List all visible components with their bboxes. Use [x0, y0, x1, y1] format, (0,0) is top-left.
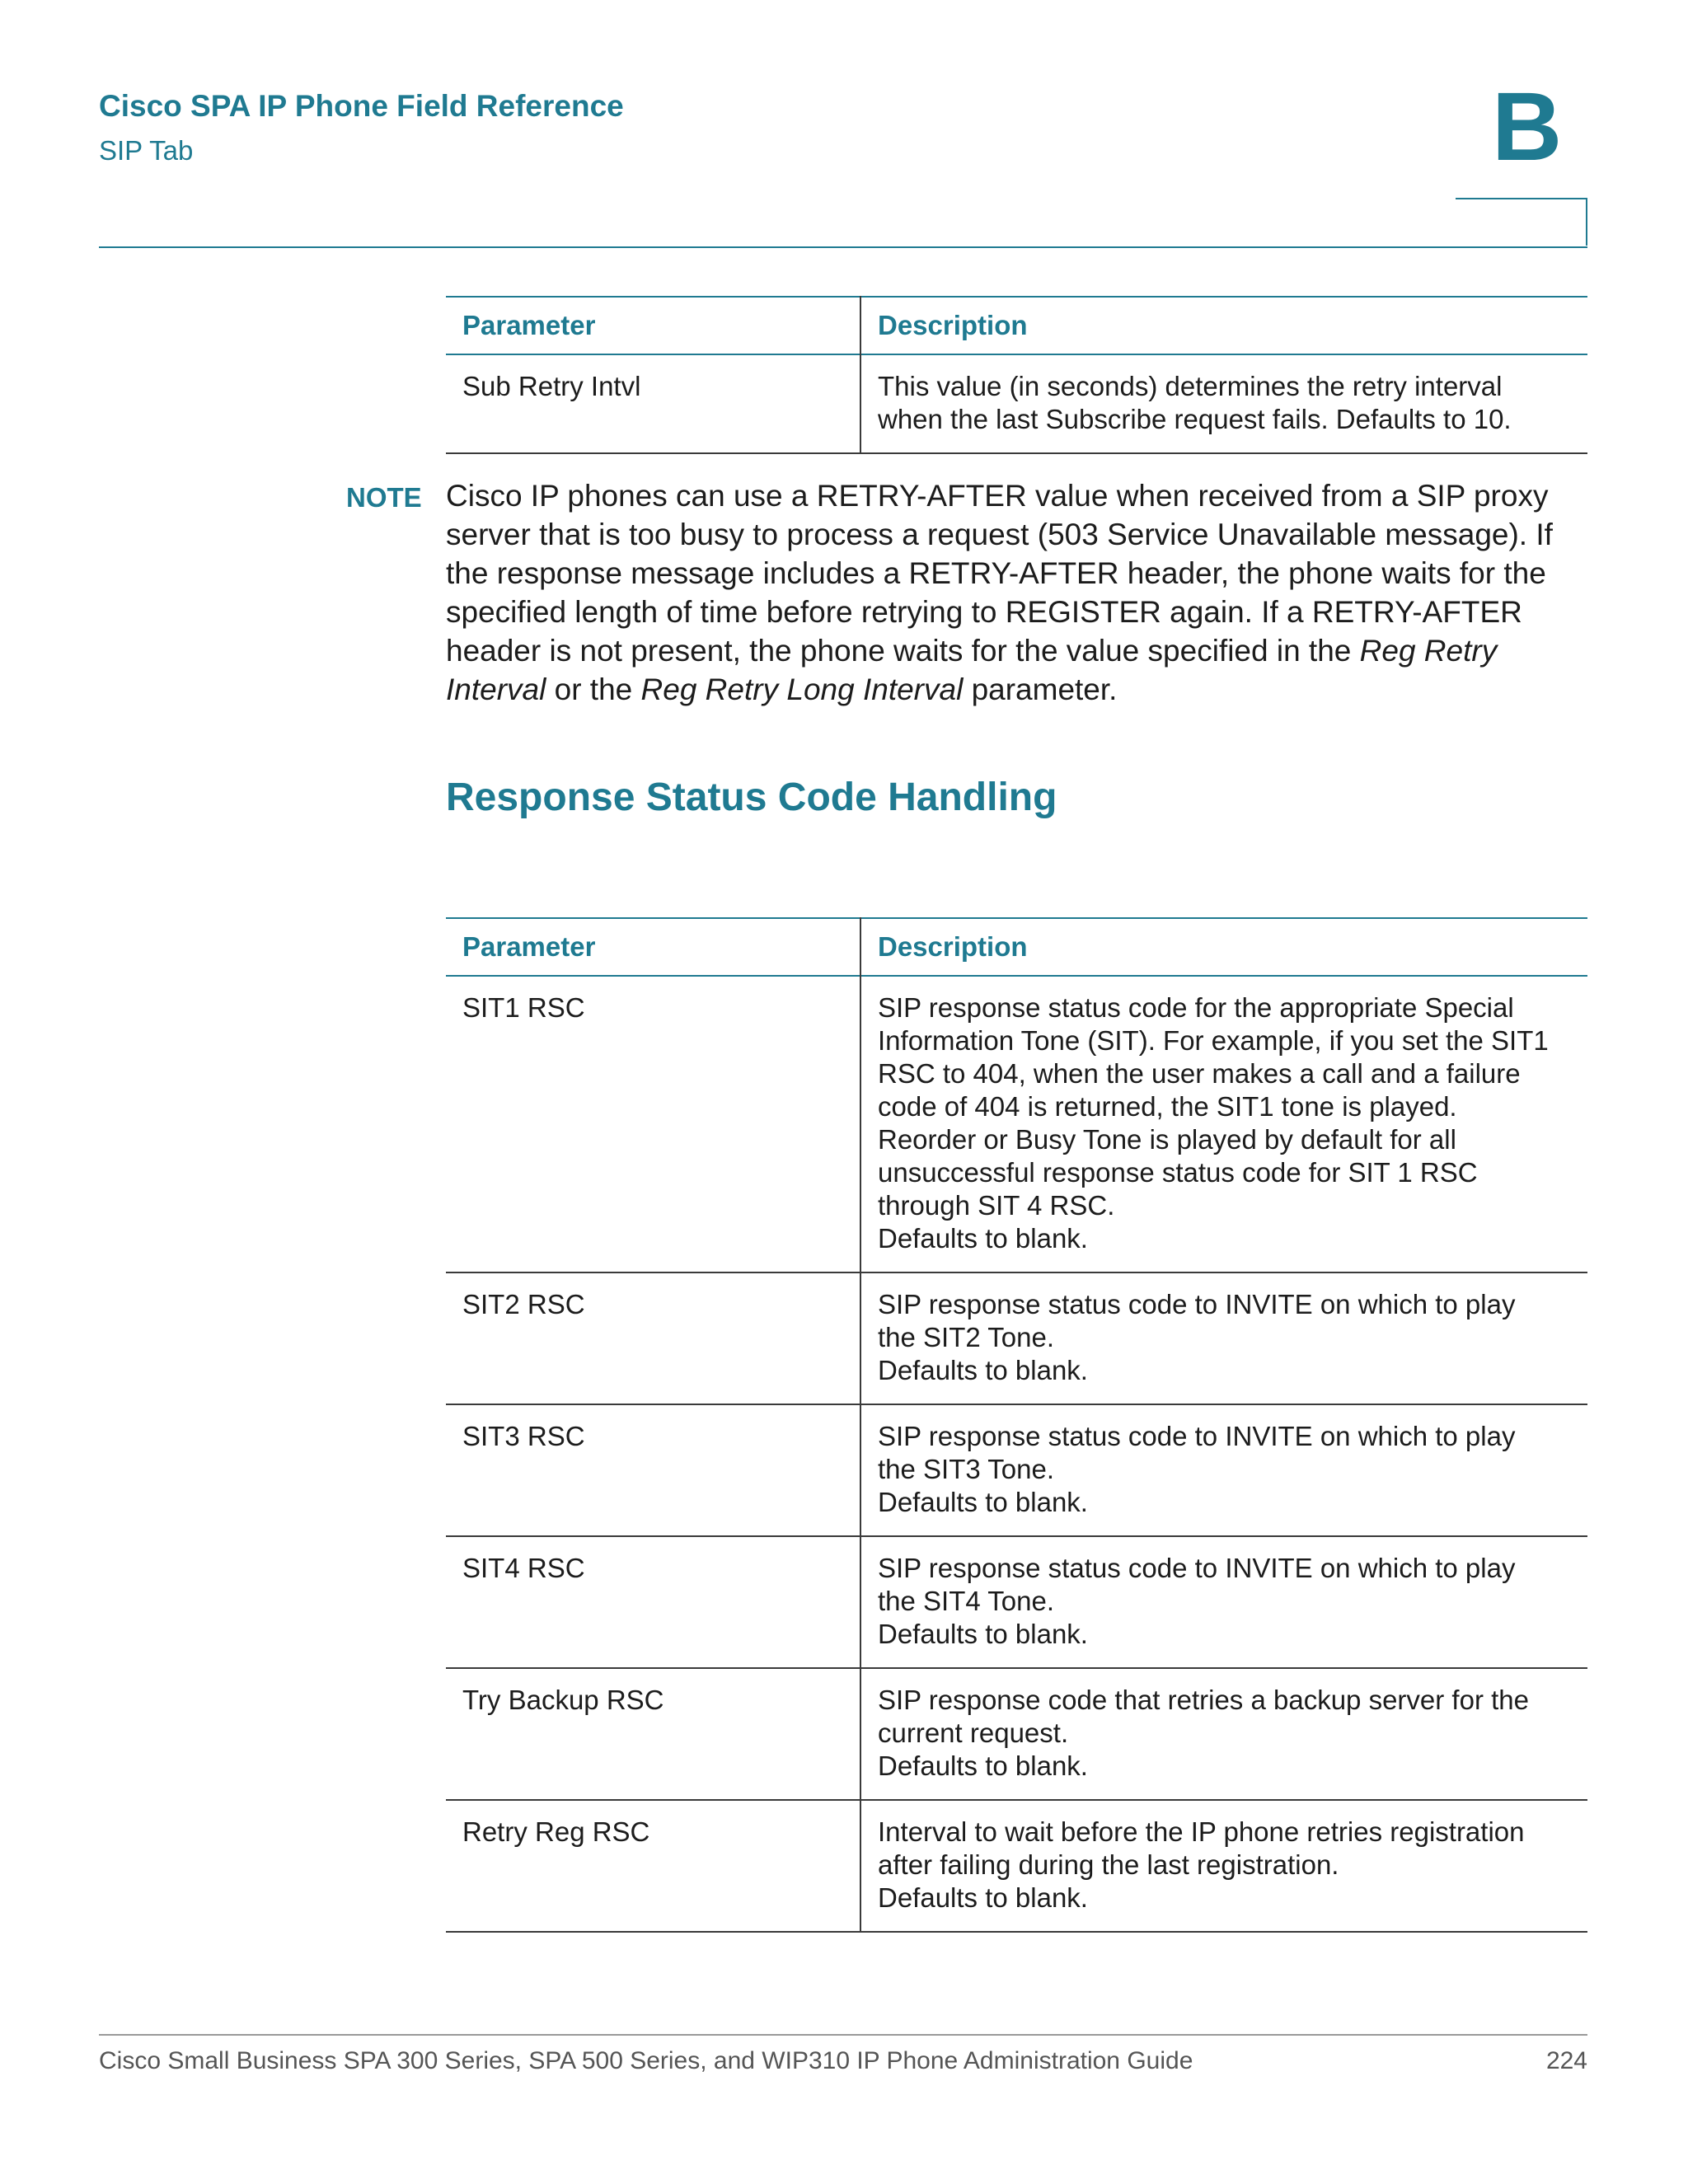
description-line: Defaults to blank. — [878, 1882, 1088, 1913]
description-line: SIP response code that retries a backup server for the — [878, 1685, 1529, 1715]
description-line: the SIT4 Tone. — [878, 1586, 1055, 1616]
column-header-parameter: Parameter — [446, 918, 860, 976]
description-line: current request. — [878, 1718, 1069, 1748]
table-row — [446, 1668, 1587, 1800]
table-header-row — [446, 297, 1587, 354]
description-line: the SIT2 Tone. — [878, 1322, 1055, 1352]
description-line: Defaults to blank. — [878, 1223, 1088, 1254]
table-row — [446, 354, 1587, 453]
page-number: 224 — [1545, 2047, 1587, 2074]
description-line: Defaults to blank. — [878, 1750, 1088, 1781]
column-header-description: Description — [878, 931, 1028, 962]
description-line: Information Tone (SIT). For example, if you set the SIT1 — [878, 1025, 1549, 1056]
note-text — [446, 476, 1587, 709]
description-line: Reorder or Busy Tone is played by default for all — [878, 1124, 1456, 1155]
section-heading: Response Status Code Handling — [446, 776, 1057, 819]
description-line: through SIT 4 RSC. — [878, 1190, 1115, 1221]
parameter-name-cell: SIT1 RSC — [446, 976, 860, 1272]
chapter-title: Cisco SPA IP Phone Field Reference — [99, 89, 624, 123]
section-subtitle: SIP Tab — [99, 135, 194, 166]
table-row — [446, 1800, 1587, 1932]
description-line: Defaults to blank. — [878, 1487, 1088, 1517]
header-tab-box — [1456, 198, 1587, 246]
description-cell — [860, 1404, 1587, 1536]
description-line: Defaults to blank. — [878, 1619, 1088, 1649]
parameter-table-sub-retry — [446, 296, 1587, 454]
column-header-description: Description — [878, 310, 1028, 340]
description-line: SIP response status code for the appropriate Special — [878, 992, 1514, 1023]
footer-guide-title: Cisco Small Business SPA 300 Series, SPA 500 Series, and WIP310 IP Phone Administration Guide — [99, 2047, 1193, 2074]
parameter-name-cell: SIT3 RSC — [446, 1404, 860, 1536]
description-line: when the last Subscribe request fails. Defaults to 10. — [878, 404, 1512, 434]
table-row — [446, 1272, 1587, 1404]
table-body — [446, 976, 1587, 1932]
description-line: the SIT3 Tone. — [878, 1454, 1055, 1484]
description-line: Defaults to blank. — [878, 1355, 1088, 1385]
description-line: RSC to 404, when the user makes a call and a failure — [878, 1058, 1521, 1089]
table-row — [446, 1404, 1587, 1536]
description-cell — [860, 1536, 1587, 1668]
description-line: SIP response status code to INVITE on which to play — [878, 1553, 1516, 1583]
header-divider — [99, 246, 1587, 248]
description-cell — [860, 1668, 1587, 1800]
description-cell — [860, 1272, 1587, 1404]
note-text-part: Cisco IP phones can use a RETRY-AFTER value when received from a SIP proxy server that is too busy to process a request (503 Service Unavailable message). If the response message includes a RETRY-AFTER header, the phone waits for the specified length of time before retrying to REGISTER again. If a RETRY-AFTER header is not present, the phone waits for the value specified in the — [446, 479, 1553, 668]
footer-divider — [99, 2034, 1587, 2036]
description-cell — [860, 1800, 1587, 1932]
parameter-name-cell: SIT4 RSC — [446, 1536, 860, 1668]
table-row — [446, 976, 1587, 1272]
description-line: SIP response status code to INVITE on which to play — [878, 1289, 1516, 1319]
description-cell — [860, 976, 1587, 1272]
note-text-part: or the — [546, 673, 641, 706]
description-line: Interval to wait before the IP phone retries registration — [878, 1816, 1525, 1847]
parameter-name-cell: Retry Reg RSC — [446, 1800, 860, 1932]
appendix-letter: B — [1492, 73, 1563, 181]
parameter-table-response-status — [446, 917, 1587, 1933]
table-row — [446, 1536, 1587, 1668]
table-header-row — [446, 918, 1587, 976]
table-body — [446, 354, 1587, 453]
note-label: NOTE — [346, 482, 422, 513]
column-header-parameter: Parameter — [446, 297, 860, 354]
parameter-name-cell: SIT2 RSC — [446, 1272, 860, 1404]
note-text-part: parameter. — [963, 673, 1118, 706]
description-line: This value (in seconds) determines the retry interval — [878, 371, 1503, 401]
description-line: code of 404 is returned, the SIT1 tone is played. — [878, 1091, 1457, 1122]
description-line: SIP response status code to INVITE on which to play — [878, 1421, 1516, 1451]
description-cell — [860, 354, 1587, 453]
description-line: after failing during the last registration. — [878, 1849, 1339, 1880]
note-italic-reg-retry-interval: Reg Retry Interval — [446, 634, 1498, 706]
parameter-name-cell: Sub Retry Intvl — [446, 354, 860, 453]
note-italic-reg-retry-long-interval: Reg Retry Long Interval — [640, 673, 964, 706]
description-line: unsuccessful response status code for SIT 1 RSC — [878, 1157, 1478, 1188]
parameter-name-cell: Try Backup RSC — [446, 1668, 860, 1800]
